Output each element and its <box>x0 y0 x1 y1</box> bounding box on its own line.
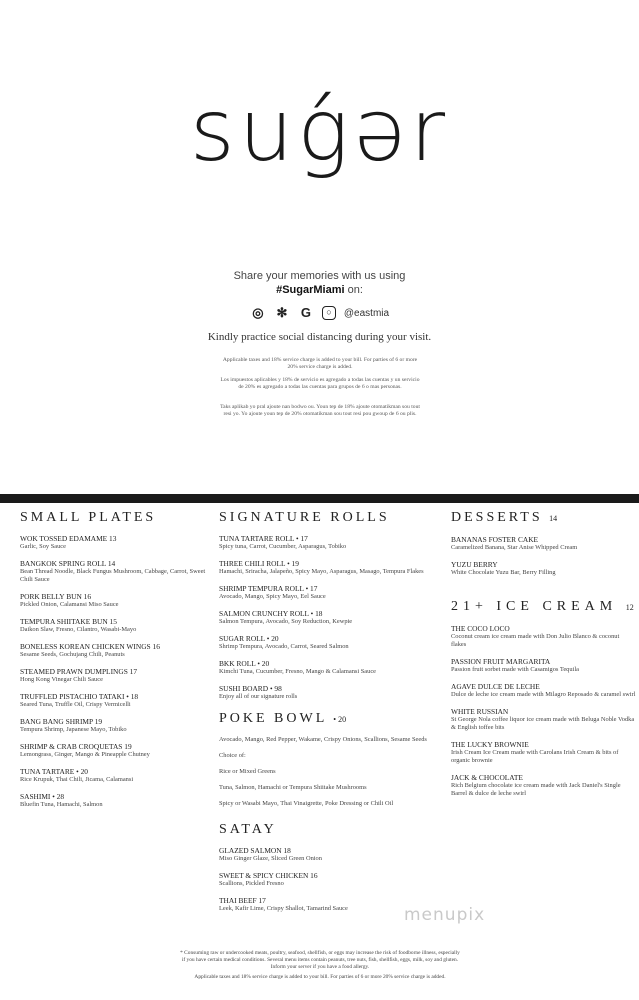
poke-bowl-details <box>219 736 444 808</box>
item-price: 19 <box>124 742 132 751</box>
item-title: JACK & CHOCOLATE <box>451 773 523 782</box>
item-description: Passion fruit sorbet made with Casamigos Tequila <box>451 666 579 673</box>
instagram-handle[interactable]: @eastmia <box>343 307 390 319</box>
item-description: Caramelized Banana, Star Anise Whipped Cream <box>451 544 578 551</box>
item-description: White Chocolate Yuzu Bar, Berry Filling <box>451 569 556 576</box>
fine-print-spanish: Los impuestos aplicables y 18% de servicio es agregado a todas las cuentas y un servicio de 20% es agregado a todas las cuentas para grupos de 6 o mas personas. <box>220 377 420 391</box>
menu-item <box>20 717 210 734</box>
item-description: Rich Belgium chocolate ice cream made with Jack Daniel's Single Barrel & dulce de leche swirl <box>451 782 621 797</box>
menupix-watermark: menupix <box>404 905 486 925</box>
menu-item <box>451 682 636 699</box>
item-title: THREE CHILI ROLL <box>219 559 286 568</box>
item-description: Pickled Onion, Calamansi Miso Sauce <box>20 601 119 608</box>
instagram-icon[interactable]: ○ <box>322 306 336 320</box>
menu-item <box>451 560 636 577</box>
poke-bowl-title <box>219 711 444 728</box>
item-price: 13 <box>109 534 117 543</box>
menu-item <box>219 534 444 551</box>
item-name <box>20 742 210 751</box>
footer-allergy-warning: * Consuming raw or undercooked meats, poultry, seafood, shellfish, or eggs may increase the risk of foodborne illness, especially if you have certain medical conditions. Several menu items contain peanuts, tree nuts, fish, shellfish, eggs, milk, soy and gluten. <box>180 950 460 963</box>
item-title: PORK BELLY BUN <box>20 592 82 601</box>
item-description: Shrimp Tempura, Avocado, Carrot, Seared Salmon <box>219 643 349 650</box>
item-title: WHITE RUSSIAN <box>451 707 509 716</box>
poke-bowl-line: Choice of: <box>219 752 246 759</box>
item-description: Bean Thread Noodle, Black Fungus Mushroom, Cabbage, Carrot, Sweet Chili Sauce <box>20 568 206 583</box>
item-description: Avocado, Mango, Spicy Mayo, Eel Sauce <box>219 593 326 600</box>
small-plates-title: SMALL PLATES <box>20 510 157 525</box>
menu-item <box>20 742 210 759</box>
item-title: TUNA TARTARE ROLL <box>219 534 295 543</box>
item-title: YUZU BERRY <box>451 560 498 569</box>
item-name <box>451 560 636 569</box>
item-name <box>20 642 210 651</box>
item-title: THE LUCKY BROWNIE <box>451 740 529 749</box>
item-price: 16 <box>83 592 92 601</box>
item-price: • 17 <box>296 534 308 543</box>
item-name <box>451 657 636 666</box>
menu-item <box>20 534 210 551</box>
item-name <box>219 559 444 568</box>
item-description: Coconut cream ice cream made with Don Julio Blanco & coconut flakes <box>451 633 620 648</box>
item-name <box>219 584 444 593</box>
poke-bowl-line: Rice or Mixed Greens <box>219 768 276 775</box>
item-description: Tempura Shrimp, Japanese Mayo, Tobiko <box>20 726 127 733</box>
item-price: 14 <box>107 559 116 568</box>
hashtag: #SugarMiami <box>276 284 345 296</box>
poke-bowl-line: Spicy or Wasabi Mayo, Thai Vinaigrette, Poke Dressing or Chili Oil <box>219 800 394 807</box>
item-description: Daikon Slaw, Fresno, Cilantro, Wasabi-Mayo <box>20 626 137 633</box>
item-name <box>451 740 636 749</box>
signature-rolls-section <box>219 510 444 913</box>
menu-item <box>451 624 636 649</box>
share-text: Share your memories with us using <box>233 270 406 282</box>
satay-list <box>219 846 444 913</box>
item-price: 16 <box>310 871 318 880</box>
menu-item <box>20 667 210 684</box>
item-name <box>219 871 444 880</box>
item-name <box>219 609 444 618</box>
poke-bowl-line: Avocado, Mango, Red Pepper, Wakame, Crispy Onions, Scallions, Sesame Seeds <box>219 736 427 743</box>
desserts-price: 14 <box>549 514 558 523</box>
menu-item <box>219 871 444 888</box>
satay-title: SATAY <box>219 822 277 837</box>
menu-item <box>219 846 444 863</box>
item-description: Leek, Kafir Lime, Crispy Shallot, Tamarind Sauce <box>219 905 348 912</box>
item-description: Bluefin Tuna, Hamachi, Salmon <box>20 801 103 808</box>
social-row <box>0 305 639 321</box>
share-on: on: <box>347 284 363 296</box>
item-title: BANGKOK SPRING ROLL <box>20 559 106 568</box>
item-title: BANANAS FOSTER CAKE <box>451 535 539 544</box>
footer-service-charge: Applicable taxes and 18% service charge is added to your bill. For parties of 6 or more 20% service charge is added. <box>194 974 446 980</box>
ice-cream-title-text: 21+ ICE CREAM <box>451 599 618 614</box>
item-name <box>219 634 444 643</box>
desserts-section <box>451 510 636 798</box>
item-name <box>451 624 636 633</box>
item-price: • 28 <box>52 792 65 801</box>
item-description: Garlic, Soy Sauce <box>20 543 66 550</box>
item-name <box>20 692 210 701</box>
item-price: 15 <box>109 617 117 626</box>
item-title: WOK TOSSED EDAMAME <box>20 534 108 543</box>
item-name <box>451 773 636 782</box>
footer-allergy-inform: Inform your server if you have a food allergy. <box>270 964 370 970</box>
item-description: St George Nola coffee liquor ice cream made with Beluga Noble Vodka & English toffee bits <box>451 716 635 731</box>
small-plates-list <box>20 534 210 809</box>
item-title: AGAVE DULCE DE LECHE <box>451 682 540 691</box>
item-title: GLAZED SALMON <box>219 846 282 855</box>
menu-item <box>219 659 444 676</box>
menu-item <box>219 684 444 701</box>
item-name <box>20 617 210 626</box>
item-description: Hong Kong Vinegar Chili Sauce <box>20 676 103 683</box>
menu-item <box>451 773 636 798</box>
item-title: SHRIMP TEMPURA ROLL <box>219 584 304 593</box>
item-title: SUSHI BOARD <box>219 684 269 693</box>
menu-item <box>219 634 444 651</box>
small-plates-section <box>20 510 210 809</box>
item-price: • 20 <box>266 634 279 643</box>
menu-item <box>451 707 636 732</box>
desserts-title <box>451 510 636 527</box>
item-name <box>20 792 210 801</box>
item-title: SUGAR ROLL <box>219 634 265 643</box>
menu-item <box>20 559 210 584</box>
item-price: • 18 <box>126 692 139 701</box>
item-description: Scallions, Pickled Fresno <box>219 880 284 887</box>
item-description: Enjoy all of our signature rolls <box>219 693 298 700</box>
item-price: • 20 <box>257 659 270 668</box>
menu-item <box>451 740 636 765</box>
item-description: Salmon Tempura, Avocado, Soy Reduction, Kewpie <box>219 618 353 625</box>
item-price: • 98 <box>269 684 282 693</box>
menu-item <box>20 792 210 809</box>
ice-cream-list <box>451 624 636 798</box>
ice-cream-title <box>451 599 636 616</box>
item-price: 17 <box>129 667 138 676</box>
item-name <box>451 707 636 716</box>
item-description: Seared Tuna, Truffle Oil, Crispy Vermicelli <box>20 701 131 708</box>
menu-item <box>451 535 636 552</box>
tripadvisor-icon[interactable]: ◎ <box>252 305 264 320</box>
item-title: TRUFFLED PISTACHIO TATAKI <box>20 692 125 701</box>
item-title: SWEET & SPICY CHICKEN <box>219 871 309 880</box>
menu-item <box>20 617 210 634</box>
item-description: Sesame Seeds, Gochujang Chili, Peanuts <box>20 651 125 658</box>
item-name <box>451 535 636 544</box>
item-price: • 20 <box>76 767 88 776</box>
rolls-list <box>219 534 444 701</box>
item-title: SALMON CRUNCHY ROLL <box>219 609 309 618</box>
desserts-title-text: DESSERTS <box>451 510 543 525</box>
menu-item <box>20 592 210 609</box>
menu-item <box>451 657 636 674</box>
item-description: Irish Cream Ice Cream made with Carolans Irish Cream & bits of organic brownie <box>451 749 619 764</box>
yelp-icon[interactable]: ✻ <box>276 305 288 320</box>
menu-item <box>219 609 444 626</box>
poke-bowl-title-text: POKE BOWL <box>219 711 327 726</box>
distancing-notice: Kindly practice social distancing during your visit. <box>207 331 432 343</box>
item-name <box>20 717 210 726</box>
item-name <box>451 682 636 691</box>
item-name <box>219 684 444 693</box>
item-title: SHRIMP & CRAB CROQUETAS <box>20 742 123 751</box>
item-description: Dulce de leche ice cream made with Milagro Reposado & caramel swirl <box>451 691 636 698</box>
item-description: Hamachi, Sriracha, Jalapeño, Spicy Mayo, Asparagus, Masago, Tempura Flakes <box>219 568 424 575</box>
sugar-logo: suǵər <box>189 81 450 181</box>
item-name <box>219 659 444 668</box>
item-name <box>219 846 444 855</box>
item-description: Kimchi Tuna, Cucumber, Fresno, Mango & Calamansi Sauce <box>219 668 377 675</box>
item-name <box>20 559 210 568</box>
item-title: THE COCO LOCO <box>451 624 510 633</box>
item-name <box>219 896 444 905</box>
item-price: • 17 <box>305 584 318 593</box>
item-description: Lemongrass, Ginger, Mango & Pineapple Chutney <box>20 751 150 758</box>
menu-item <box>219 559 444 576</box>
item-name <box>20 534 210 543</box>
desserts-list <box>451 535 636 577</box>
item-description: Rice Krupuk, Thai Chili, Jicama, Calamansi <box>20 776 134 783</box>
menu-item <box>20 642 210 659</box>
item-title: TUNA TARTARE <box>20 767 75 776</box>
section-divider <box>0 494 639 503</box>
item-title: SASHIMI <box>20 792 51 801</box>
item-price: 19 <box>94 717 103 726</box>
item-price: 18 <box>283 846 291 855</box>
menu-item <box>20 767 210 784</box>
item-price: 16 <box>152 642 160 651</box>
item-title: TEMPURA SHIITAKE BUN <box>20 617 108 626</box>
item-description: Miso Ginger Glaze, Sliced Green Onion <box>219 855 322 862</box>
poke-bowl-line: Tuna, Salmon, Hamachi or Tempura Shiitake Mushrooms <box>219 784 367 791</box>
share-line <box>0 270 639 296</box>
item-price: 17 <box>258 896 266 905</box>
item-title: BONELESS KOREAN CHICKEN WINGS <box>20 642 151 651</box>
ice-cream-price: 12 <box>625 603 634 612</box>
menu-item <box>20 692 210 709</box>
item-title: PASSION FRUIT MARGARITA <box>451 657 551 666</box>
item-name <box>20 667 210 676</box>
google-icon[interactable]: G <box>300 305 311 320</box>
item-title: BKK ROLL <box>219 659 256 668</box>
item-title: STEAMED PRAWN DUMPLINGS <box>20 667 128 676</box>
item-price: • 18 <box>310 609 323 618</box>
item-title: BANG BANG SHRIMP <box>20 717 93 726</box>
item-title: THAI BEEF <box>219 896 257 905</box>
signature-rolls-title: SIGNATURE ROLLS <box>219 510 390 525</box>
footer-notice <box>180 950 460 981</box>
menu-item <box>219 584 444 601</box>
fine-print-creole: Taks aplikab yo pral ajoute nan bodwo ou. Youn tep de 18% ajoute otomatikman sou tout resi yo. Yo ajoute youn tep de 20% otomatikman sou tout resi pou gwoup de 6 ou plis. <box>220 404 420 418</box>
item-price: • 19 <box>287 559 299 568</box>
fine-print-english: Applicable taxes and 18% service charge is added to your bill. For parties of 6 or more 20% service charge is added. <box>222 357 418 371</box>
item-name <box>219 534 444 543</box>
item-name <box>20 767 210 776</box>
item-description: Spicy tuna, Carrot, Cucumber, Asparagus, Tobiko <box>219 543 347 550</box>
poke-bowl-price: • 20 <box>333 715 347 724</box>
item-name <box>20 592 210 601</box>
